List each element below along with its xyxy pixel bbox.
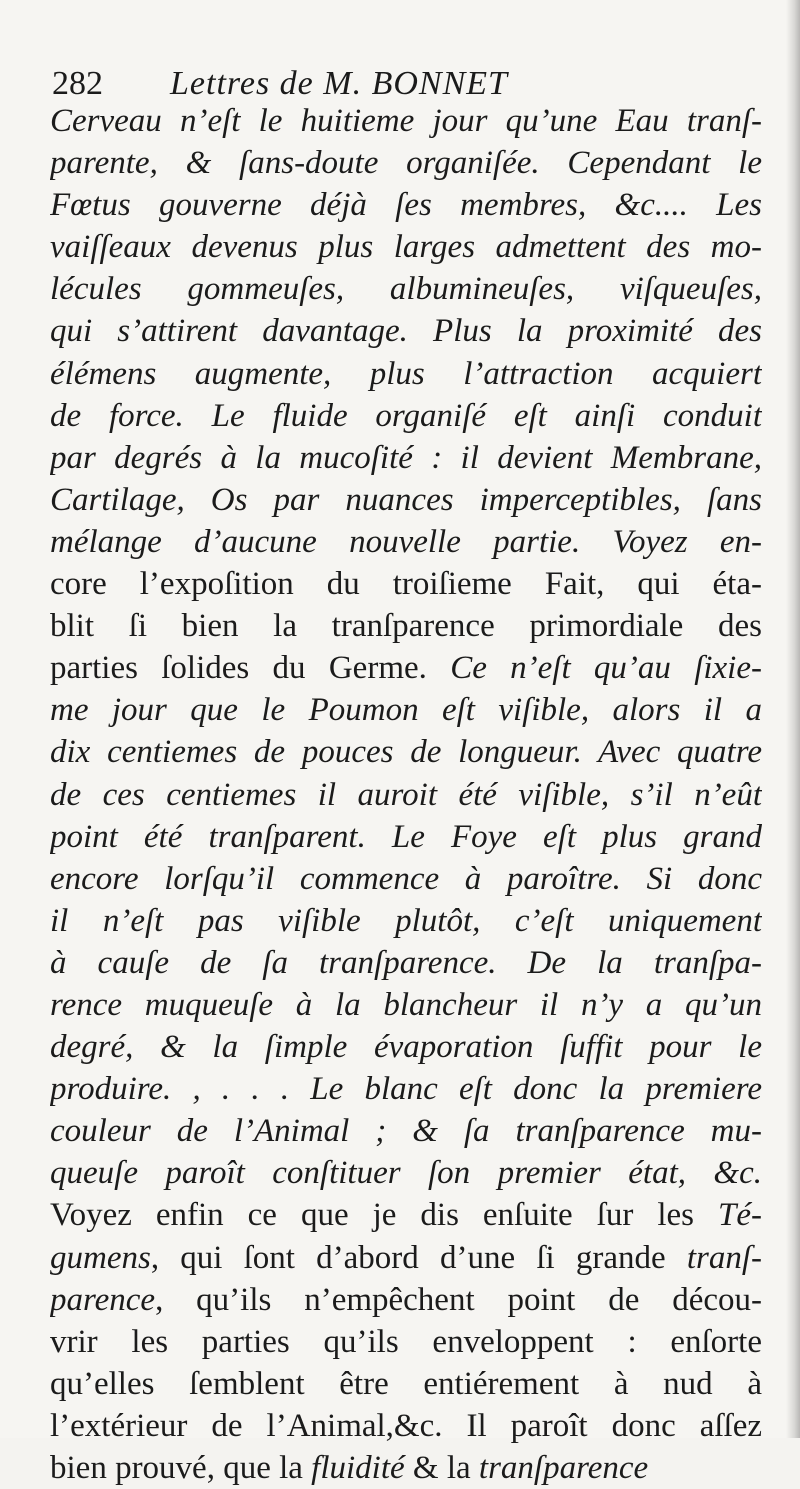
text-run: queuſe paroît conſtituer ſon premier état, &c. — [50, 1155, 762, 1192]
text-run: parence — [50, 1281, 156, 1318]
text-run: point été tranſparent. Le Foye eſt plus grand — [50, 818, 762, 855]
page-spine-shadow — [786, 0, 800, 1438]
text-run: produire. , . . . Le blanc eſt donc la premiere — [50, 1071, 762, 1108]
text-run: dix centiemes de pouces de longueur. Avec quatre — [50, 734, 762, 771]
text-line — [50, 563, 762, 605]
text-run: degré, & la ſimple évaporation ſuffit pour le — [50, 1029, 762, 1066]
page-number: 282 — [52, 65, 103, 102]
text-run: lécules gommeuſes, albumineuſes, viſqueuſes, — [50, 271, 762, 308]
text-run: de ces centiemes il auroit été viſible, s’il n’eût — [50, 776, 762, 813]
text-run: Voyez enfin ce que je dis enſuite ſur les — [50, 1197, 718, 1234]
text-line — [50, 689, 762, 731]
text-run: mélange d’aucune nouvelle partie. Voyez en- — [50, 523, 762, 560]
text-run: tranſparence — [478, 1450, 649, 1486]
text-line — [50, 774, 762, 816]
text-run: blit ſi bien la tranſparence primordiale des — [50, 608, 762, 645]
text-run: à cauſe de ſa tranſparence. De la tranſpa- — [50, 944, 762, 981]
text-run: vaiſſeaux devenus plus larges admettent des mo- — [50, 229, 762, 266]
text-line — [50, 479, 762, 521]
text-line — [50, 437, 762, 479]
text-line — [50, 1152, 762, 1194]
text-line — [50, 900, 762, 942]
text-line — [50, 1026, 762, 1068]
text-run: Cerveau n’eſt le huitieme jour qu’une Eau tranſ- — [50, 103, 762, 139]
text-run: Té- — [718, 1197, 762, 1234]
text-run: élémens augmente, plus l’attraction acquiert — [50, 355, 762, 392]
text-line — [50, 647, 762, 689]
text-run: couleur de l’Animal ; & ſa tranſparence mu- — [50, 1113, 762, 1150]
text-run: bien prouvé, que la — [50, 1450, 312, 1486]
text-run: par degrés à la mucoſité : il devient Membrane, — [50, 439, 762, 476]
text-line — [50, 310, 762, 352]
text-run: & la — [404, 1450, 479, 1486]
text-line — [50, 942, 762, 984]
text-run: Ce n’eſt qu’au ſixie- — [450, 650, 762, 687]
text-line — [50, 1279, 762, 1321]
text-line — [50, 100, 762, 142]
text-run: qu’elles ſemblent être entiérement à nud à — [50, 1365, 762, 1402]
text-run: me jour que le Poumon eſt viſible, alors il a — [50, 692, 762, 729]
text-line — [50, 395, 762, 437]
text-line — [50, 984, 762, 1026]
body-text — [50, 100, 762, 1489]
text-line — [50, 142, 762, 184]
text-line — [50, 353, 762, 395]
text-run: parties ſolides du Germe. — [50, 650, 451, 687]
text-line — [50, 605, 762, 647]
text-run: fluidité — [311, 1450, 405, 1486]
text-line — [50, 1447, 762, 1489]
text-run: il n’eſt pas viſible plutôt, c’eſt uniquement — [50, 902, 762, 939]
text-run: gumens — [50, 1239, 151, 1276]
text-run: rence muqueuſe à la blancheur il n’y a qu’un — [50, 986, 762, 1023]
text-line — [50, 1110, 762, 1152]
text-run: tranſ- — [686, 1239, 762, 1276]
text-line — [50, 521, 762, 563]
text-run: , qui ſont d’abord d’une ſi grande — [150, 1239, 687, 1276]
text-line — [50, 1068, 762, 1110]
text-run: qui s’attirent davantage. Plus la proximité des — [50, 313, 762, 350]
text-line — [50, 1321, 762, 1363]
text-run: parente, & ſans-doute organiſée. Cependant le — [50, 145, 762, 182]
text-line — [50, 1363, 762, 1405]
text-line — [50, 1194, 762, 1236]
text-line — [50, 816, 762, 858]
text-line — [50, 184, 762, 226]
text-line — [50, 226, 762, 268]
text-run: l’extérieur de l’Animal,&c. Il paroît donc aſſez — [50, 1407, 762, 1444]
text-run: Fœtus gouverne déjà ſes membres, &c.... Les — [50, 187, 762, 224]
text-run: de force. Le fluide organiſé eſt ainſi conduit — [50, 397, 762, 434]
text-run: Cartilage, Os par nuances imperceptibles, ſans — [50, 481, 762, 518]
text-run: core l’expoſition du troiſieme Fait, qui éta- — [50, 566, 762, 603]
text-run: encore lorſqu’il commence à paroître. Si donc — [50, 860, 762, 897]
text-line — [50, 268, 762, 310]
text-line — [50, 1405, 762, 1447]
text-run: vrir les parties qu’ils enveloppent : enſorte — [50, 1323, 762, 1360]
running-head: Lettres de M. BONNET — [170, 65, 508, 102]
text-line — [50, 858, 762, 900]
text-line — [50, 731, 762, 773]
text-line — [50, 1237, 762, 1279]
text-run: , qu’ils n’empêchent point de décou- — [155, 1281, 762, 1318]
